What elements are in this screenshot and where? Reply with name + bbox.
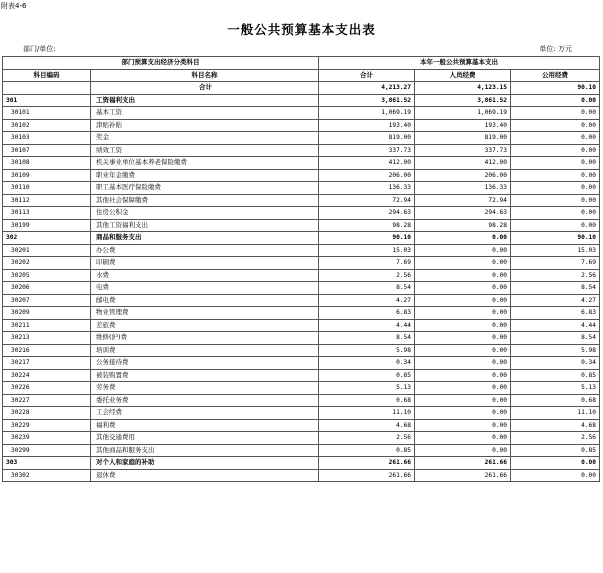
table-row <box>3 294 600 307</box>
cell-total: 8.54 <box>319 332 415 345</box>
cell-total: 4,213.27 <box>319 82 415 95</box>
cell-code: 30229 <box>3 419 91 432</box>
cell-personnel: 4,123.15 <box>415 82 511 95</box>
cell-public: 0.00 <box>511 107 600 120</box>
cell-code: 30199 <box>3 219 91 232</box>
cell-code: 30213 <box>3 332 91 345</box>
cell-code: 30112 <box>3 194 91 207</box>
cell-total: 4.27 <box>319 294 415 307</box>
cell-code: 30206 <box>3 282 91 295</box>
cell-public: 0.00 <box>511 144 600 157</box>
cell-name: 工会经费 <box>91 407 319 420</box>
cell-name: 机关事业单位基本养老保险缴费 <box>91 157 319 170</box>
cell-name: 劳务费 <box>91 382 319 395</box>
table-row <box>3 132 600 145</box>
cell-total: 0.34 <box>319 357 415 370</box>
table-row <box>3 244 600 257</box>
table-row <box>3 307 600 320</box>
group-header-economic-class: 部门预算支出经济分类科目 <box>3 57 319 70</box>
cell-code: 30211 <box>3 319 91 332</box>
cell-personnel: 136.33 <box>415 182 511 195</box>
cell-name: 基本工资 <box>91 107 319 120</box>
cell-name: 对个人和家庭的补助 <box>91 457 319 470</box>
table-row <box>3 344 600 357</box>
cell-public: 0.00 <box>511 194 600 207</box>
cell-name: 培训费 <box>91 344 319 357</box>
cell-public: 2.56 <box>511 269 600 282</box>
cell-personnel: 1,069.19 <box>415 107 511 120</box>
cell-name: 电费 <box>91 282 319 295</box>
cell-personnel: 0.00 <box>415 407 511 420</box>
cell-total: 2.56 <box>319 432 415 445</box>
cell-total: 98.28 <box>319 219 415 232</box>
cell-code: 30202 <box>3 257 91 270</box>
cell-public: 0.00 <box>511 219 600 232</box>
table-row <box>3 469 600 482</box>
table-row <box>3 182 600 195</box>
table-row <box>3 219 600 232</box>
cell-code: 30205 <box>3 269 91 282</box>
cell-total: 4.68 <box>319 419 415 432</box>
cell-name: 绩效工资 <box>91 144 319 157</box>
attachment-label: 附表4-6 <box>1 2 27 10</box>
cell-personnel: 0.00 <box>415 232 511 245</box>
cell-code: 30102 <box>3 119 91 132</box>
cell-name: 职工基本医疗保险缴费 <box>91 182 319 195</box>
cell-total: 412.00 <box>319 157 415 170</box>
cell-public: 0.00 <box>511 469 600 482</box>
cell-total: 819.00 <box>319 132 415 145</box>
cell-total: 136.33 <box>319 182 415 195</box>
cell-code: 302 <box>3 232 91 245</box>
cell-code: 301 <box>3 94 91 107</box>
cell-code: 30299 <box>3 444 91 457</box>
expenditure-table <box>2 56 600 482</box>
column-header-code: 科目编码 <box>3 69 91 82</box>
cell-public: 8.54 <box>511 282 600 295</box>
column-header-personnel: 人员经费 <box>415 69 511 82</box>
table-row <box>3 157 600 170</box>
cell-public: 15.03 <box>511 244 600 257</box>
cell-total: 337.73 <box>319 144 415 157</box>
cell-name: 办公费 <box>91 244 319 257</box>
cell-total: 11.10 <box>319 407 415 420</box>
cell-personnel: 294.63 <box>415 207 511 220</box>
cell-public: 6.83 <box>511 307 600 320</box>
cell-public: 0.00 <box>511 182 600 195</box>
cell-public: 4.68 <box>511 419 600 432</box>
cell-code: 30101 <box>3 107 91 120</box>
category-row <box>3 94 600 107</box>
cell-total: 294.63 <box>319 207 415 220</box>
cell-personnel: 0.00 <box>415 432 511 445</box>
cell-code: 303 <box>3 457 91 470</box>
cell-personnel: 206.00 <box>415 169 511 182</box>
column-header-total: 合计 <box>319 69 415 82</box>
cell-code: 30108 <box>3 157 91 170</box>
cell-public: 0.00 <box>511 157 600 170</box>
cell-public: 0.34 <box>511 357 600 370</box>
table-row <box>3 382 600 395</box>
cell-public: 8.54 <box>511 332 600 345</box>
cell-personnel: 261.66 <box>415 457 511 470</box>
cell-name: 津贴补贴 <box>91 119 319 132</box>
cell-code: 30201 <box>3 244 91 257</box>
cell-name: 福利费 <box>91 419 319 432</box>
cell-total: 15.03 <box>319 244 415 257</box>
cell-total: 206.00 <box>319 169 415 182</box>
table-row <box>3 269 600 282</box>
cell-public: 0.00 <box>511 169 600 182</box>
table-row <box>3 419 600 432</box>
department-label: 部门/单位: <box>23 45 56 53</box>
cell-public: 0.00 <box>511 119 600 132</box>
table-group-header-row <box>3 57 600 70</box>
cell-code: 30216 <box>3 344 91 357</box>
cell-personnel: 0.00 <box>415 319 511 332</box>
cell-total: 7.69 <box>319 257 415 270</box>
cell-code: 30302 <box>3 469 91 482</box>
cell-name: 其他社会保障缴费 <box>91 194 319 207</box>
cell-public: 90.10 <box>511 82 600 95</box>
cell-name: 奖金 <box>91 132 319 145</box>
cell-total: 6.83 <box>319 307 415 320</box>
cell-personnel: 0.00 <box>415 257 511 270</box>
cell-name: 被装购置费 <box>91 369 319 382</box>
cell-code: 30209 <box>3 307 91 320</box>
cell-code: 30228 <box>3 407 91 420</box>
cell-personnel: 0.00 <box>415 282 511 295</box>
cell-public: 0.00 <box>511 207 600 220</box>
cell-public: 7.69 <box>511 257 600 270</box>
cell-code: 30224 <box>3 369 91 382</box>
cell-name: 物业管理费 <box>91 307 319 320</box>
cell-name: 公务接待费 <box>91 357 319 370</box>
cell-total: 2.56 <box>319 269 415 282</box>
cell-name: 退休费 <box>91 469 319 482</box>
cell-public: 90.10 <box>511 232 600 245</box>
table-row <box>3 194 600 207</box>
cell-total: 5.13 <box>319 382 415 395</box>
cell-code: 30110 <box>3 182 91 195</box>
cell-total: 4.44 <box>319 319 415 332</box>
cell-personnel: 0.00 <box>415 307 511 320</box>
table-row <box>3 394 600 407</box>
page-title: 一般公共预算基本支出表 <box>227 22 376 37</box>
cell-name: 住房公积金 <box>91 207 319 220</box>
cell-code: 30107 <box>3 144 91 157</box>
table-row <box>3 207 600 220</box>
cell-personnel: 72.94 <box>415 194 511 207</box>
total-row <box>3 82 600 95</box>
cell-name: 委托业务费 <box>91 394 319 407</box>
table-row <box>3 332 600 345</box>
cell-total: 90.10 <box>319 232 415 245</box>
cell-public: 5.98 <box>511 344 600 357</box>
table-row <box>3 444 600 457</box>
table-row <box>3 282 600 295</box>
cell-name: 维修(护)费 <box>91 332 319 345</box>
cell-personnel: 0.00 <box>415 369 511 382</box>
cell-name: 其他工资福利支出 <box>91 219 319 232</box>
cell-name: 工资福利支出 <box>91 94 319 107</box>
cell-code <box>3 82 91 95</box>
category-row <box>3 232 600 245</box>
cell-public: 11.10 <box>511 407 600 420</box>
cell-personnel: 0.00 <box>415 344 511 357</box>
cell-personnel: 3,861.52 <box>415 94 511 107</box>
cell-name: 差旅费 <box>91 319 319 332</box>
cell-personnel: 0.00 <box>415 332 511 345</box>
column-header-public: 公用经费 <box>511 69 600 82</box>
cell-code: 30217 <box>3 357 91 370</box>
cell-total: 5.98 <box>319 344 415 357</box>
cell-total: 72.94 <box>319 194 415 207</box>
table-row <box>3 407 600 420</box>
cell-personnel: 0.00 <box>415 294 511 307</box>
cell-public: 2.56 <box>511 432 600 445</box>
cell-personnel: 0.00 <box>415 244 511 257</box>
cell-name: 职业年金缴费 <box>91 169 319 182</box>
cell-code: 30227 <box>3 394 91 407</box>
table-row <box>3 357 600 370</box>
cell-total: 261.66 <box>319 457 415 470</box>
cell-personnel: 819.00 <box>415 132 511 145</box>
cell-personnel: 337.73 <box>415 144 511 157</box>
cell-name: 其他交通费用 <box>91 432 319 445</box>
cell-code: 30239 <box>3 432 91 445</box>
cell-personnel: 193.40 <box>415 119 511 132</box>
cell-personnel: 0.00 <box>415 419 511 432</box>
cell-personnel: 0.00 <box>415 269 511 282</box>
cell-total: 3,861.52 <box>319 94 415 107</box>
cell-personnel: 412.00 <box>415 157 511 170</box>
cell-public: 0.00 <box>511 94 600 107</box>
category-row <box>3 457 600 470</box>
unit-label: 单位: 万元 <box>539 45 572 53</box>
cell-personnel: 0.00 <box>415 394 511 407</box>
cell-public: 0.00 <box>511 132 600 145</box>
cell-name: 合计 <box>91 82 319 95</box>
table-row <box>3 432 600 445</box>
cell-total: 8.54 <box>319 282 415 295</box>
column-header-name: 科目名称 <box>91 69 319 82</box>
table-row <box>3 119 600 132</box>
cell-total: 1,069.19 <box>319 107 415 120</box>
table-row <box>3 319 600 332</box>
cell-total: 0.68 <box>319 394 415 407</box>
table-row <box>3 169 600 182</box>
cell-personnel: 261.66 <box>415 469 511 482</box>
cell-code: 30103 <box>3 132 91 145</box>
cell-personnel: 0.00 <box>415 382 511 395</box>
table-row <box>3 107 600 120</box>
cell-name: 邮电费 <box>91 294 319 307</box>
cell-public: 4.44 <box>511 319 600 332</box>
cell-name: 印刷费 <box>91 257 319 270</box>
cell-code: 30207 <box>3 294 91 307</box>
cell-total: 0.85 <box>319 444 415 457</box>
cell-public: 0.00 <box>511 457 600 470</box>
cell-public: 0.85 <box>511 444 600 457</box>
table-row <box>3 144 600 157</box>
cell-public: 0.68 <box>511 394 600 407</box>
cell-personnel: 0.00 <box>415 357 511 370</box>
cell-name: 水费 <box>91 269 319 282</box>
cell-public: 0.85 <box>511 369 600 382</box>
cell-total: 0.85 <box>319 369 415 382</box>
cell-personnel: 98.28 <box>415 219 511 232</box>
cell-public: 5.13 <box>511 382 600 395</box>
table-row <box>3 369 600 382</box>
cell-code: 30226 <box>3 382 91 395</box>
cell-total: 261.66 <box>319 469 415 482</box>
cell-code: 30109 <box>3 169 91 182</box>
group-header-basic-expenditure: 本年一般公共预算基本支出 <box>319 57 600 70</box>
table-header-row <box>3 69 600 82</box>
cell-code: 30113 <box>3 207 91 220</box>
table-row <box>3 257 600 270</box>
cell-total: 193.40 <box>319 119 415 132</box>
cell-name: 其他商品和服务支出 <box>91 444 319 457</box>
table-body <box>3 82 600 482</box>
cell-name: 商品和服务支出 <box>91 232 319 245</box>
cell-personnel: 0.00 <box>415 444 511 457</box>
cell-public: 4.27 <box>511 294 600 307</box>
